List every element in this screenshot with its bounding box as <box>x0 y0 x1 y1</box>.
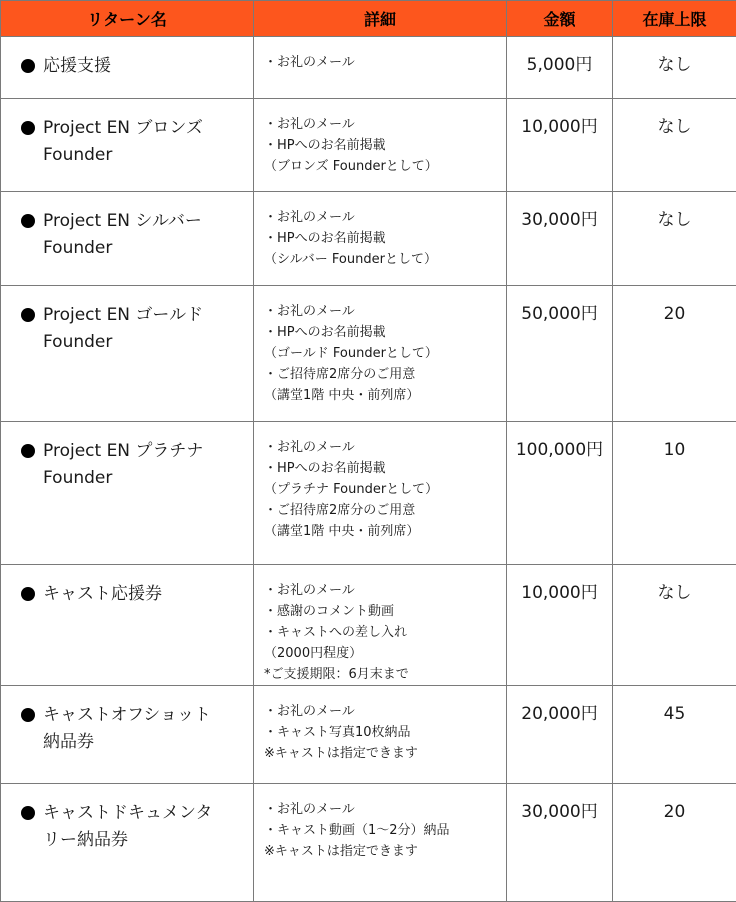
reward-detail-cell <box>254 565 507 686</box>
reward-name: Project EN ゴールド <box>43 302 203 329</box>
reward-detail-cell <box>254 286 507 422</box>
detail-line: （プラチナ Founderとして） <box>264 479 502 500</box>
reward-name-cell <box>1 286 254 422</box>
reward-price: 5,000円 <box>507 37 613 99</box>
header-detail: 詳細 <box>254 1 507 37</box>
header-name: リターン名 <box>1 1 254 37</box>
reward-name-cell <box>1 686 254 784</box>
table-row <box>1 784 736 902</box>
detail-line: ・お礼のメール <box>264 301 502 322</box>
reward-stock-limit: 45 <box>613 686 736 784</box>
detail-line: ・ご招待席2席分のご用意 <box>264 500 502 521</box>
reward-name-cell <box>1 37 254 99</box>
reward-detail-cell <box>254 37 507 99</box>
detail-line: ・HPへのお名前掲載 <box>264 458 502 479</box>
reward-price: 30,000円 <box>507 784 613 902</box>
detail-line: ・HPへのお名前掲載 <box>264 228 502 249</box>
reward-name: キャストドキュメンタ <box>43 800 212 827</box>
bullet-icon <box>21 708 35 722</box>
reward-price: 100,000円 <box>507 422 613 565</box>
reward-detail-cell <box>254 686 507 784</box>
reward-stock-limit: 20 <box>613 784 736 902</box>
reward-name: 応援支援 <box>43 53 111 80</box>
reward-stock-limit: 10 <box>613 422 736 565</box>
reward-stock-limit: 20 <box>613 286 736 422</box>
bullet-icon <box>21 59 35 73</box>
reward-name: Founder <box>43 465 203 492</box>
detail-line: *ご支援期限：6月末まで <box>264 664 502 685</box>
reward-detail-cell <box>254 192 507 286</box>
header-row <box>1 1 736 37</box>
reward-price: 20,000円 <box>507 686 613 784</box>
detail-line: ・お礼のメール <box>264 799 502 820</box>
reward-price: 10,000円 <box>507 99 613 192</box>
detail-line: ・HPへのお名前掲載 <box>264 322 502 343</box>
header-price: 金額 <box>507 1 613 37</box>
reward-name: Project EN シルバー <box>43 208 202 235</box>
table-row <box>1 565 736 686</box>
reward-name: 納品券 <box>43 729 211 756</box>
reward-price: 50,000円 <box>507 286 613 422</box>
table-row <box>1 286 736 422</box>
bullet-icon <box>21 587 35 601</box>
detail-line: （シルバー Founderとして） <box>264 249 502 270</box>
detail-line: ・お礼のメール <box>264 207 502 228</box>
reward-stock-limit: なし <box>613 37 736 99</box>
reward-detail-cell <box>254 422 507 565</box>
table-row <box>1 422 736 565</box>
detail-line: （ブロンズ Founderとして） <box>264 156 502 177</box>
reward-price: 30,000円 <box>507 192 613 286</box>
detail-line: ※キャストは指定できます <box>264 841 502 862</box>
table-row <box>1 37 736 99</box>
detail-line: （講堂1階 中央・前列席） <box>264 521 502 542</box>
reward-price: 10,000円 <box>507 565 613 686</box>
detail-line: ・お礼のメール <box>264 437 502 458</box>
table-row <box>1 192 736 286</box>
detail-line: （ゴールド Founderとして） <box>264 343 502 364</box>
reward-stock-limit: なし <box>613 565 736 686</box>
reward-name: キャスト応援券 <box>43 581 162 608</box>
bullet-icon <box>21 444 35 458</box>
reward-name-cell <box>1 565 254 686</box>
detail-line: ・キャスト写真10枚納品 <box>264 722 502 743</box>
reward-name-cell <box>1 99 254 192</box>
table-row <box>1 99 736 192</box>
detail-line: （2000円程度） <box>264 643 502 664</box>
reward-stock-limit: なし <box>613 192 736 286</box>
reward-name-cell <box>1 784 254 902</box>
bullet-icon <box>21 121 35 135</box>
reward-name: Founder <box>43 235 202 262</box>
reward-detail-cell <box>254 99 507 192</box>
reward-name: Project EN プラチナ <box>43 438 203 465</box>
reward-name: キャストオフショット <box>43 702 211 729</box>
detail-line: ・お礼のメール <box>264 52 502 73</box>
detail-line: ・キャスト動画（1～2分）納品 <box>264 820 502 841</box>
detail-line: ・お礼のメール <box>264 114 502 135</box>
header-stock: 在庫上限 <box>613 1 736 37</box>
reward-name-cell <box>1 422 254 565</box>
detail-line: ※キャストは指定できます <box>264 743 502 764</box>
reward-name: リー納品券 <box>43 827 212 854</box>
reward-detail-cell <box>254 784 507 902</box>
detail-line: ・お礼のメール <box>264 701 502 722</box>
bullet-icon <box>21 214 35 228</box>
detail-line: （講堂1階 中央・前列席） <box>264 385 502 406</box>
detail-line: ・感謝のコメント動画 <box>264 601 502 622</box>
bullet-icon <box>21 806 35 820</box>
detail-line: ・お礼のメール <box>264 580 502 601</box>
reward-name: Project EN ブロンズ <box>43 115 203 142</box>
bullet-icon <box>21 308 35 322</box>
reward-name: Founder <box>43 329 203 356</box>
detail-line: ・ご招待席2席分のご用意 <box>264 364 502 385</box>
reward-name: Founder <box>43 142 203 169</box>
reward-stock-limit: なし <box>613 99 736 192</box>
detail-line: ・HPへのお名前掲載 <box>264 135 502 156</box>
table-row <box>1 686 736 784</box>
reward-name-cell <box>1 192 254 286</box>
detail-line: ・キャストへの差し入れ <box>264 622 502 643</box>
